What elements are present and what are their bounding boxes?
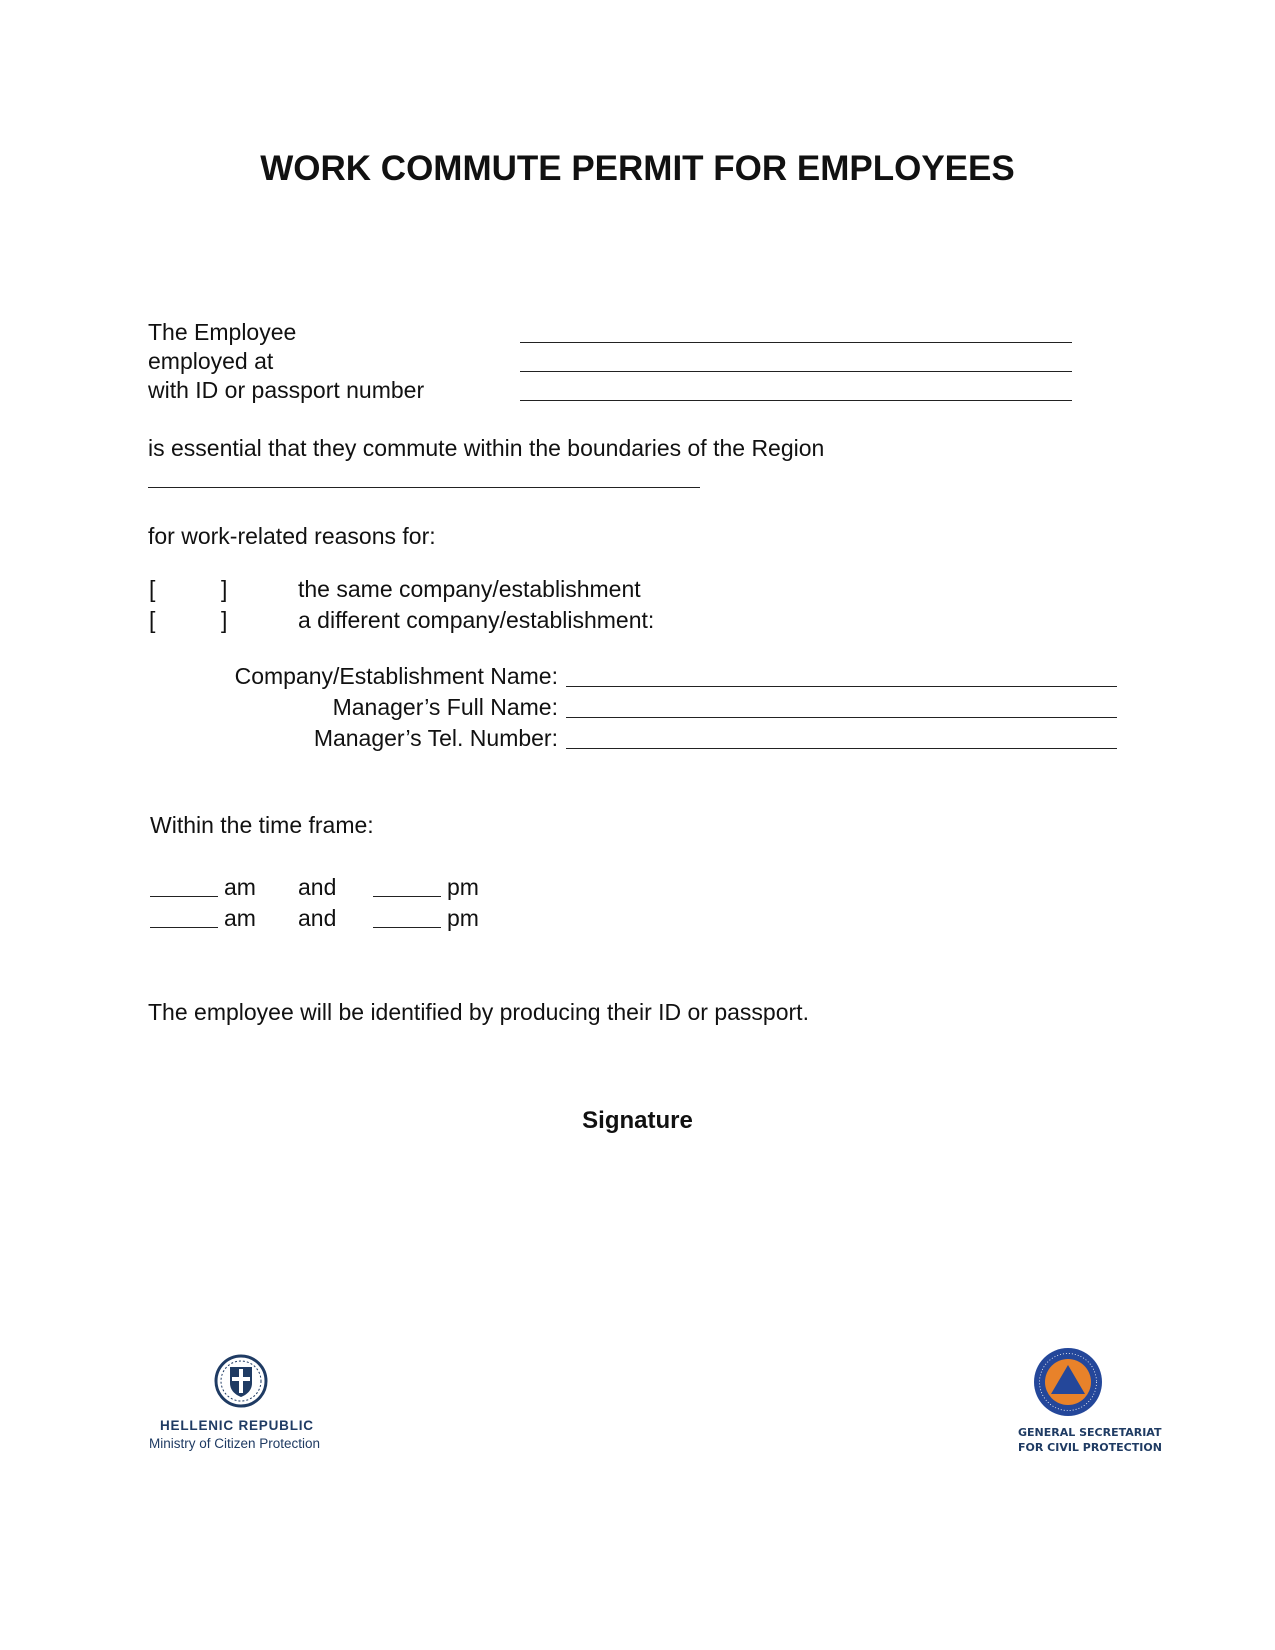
- region-text: is essential that they commute within the boundaries of the Region: [148, 435, 825, 461]
- hellenic-republic-text: HELLENIC REPUBLIC: [160, 1418, 314, 1433]
- employer-line[interactable]: [520, 371, 1072, 372]
- employee-name-line[interactable]: [520, 342, 1072, 343]
- employed-at-label: employed at: [148, 348, 274, 374]
- option-label: the same company/establishment: [298, 576, 641, 602]
- region-line[interactable]: [148, 487, 700, 488]
- company-name-line[interactable]: [566, 686, 1117, 687]
- for-civil-protection-text: FOR CIVIL PROTECTION: [1018, 1441, 1162, 1454]
- end-time-line[interactable]: [373, 896, 441, 897]
- signature-label: Signature: [582, 1107, 693, 1134]
- pm-label: pm: [447, 874, 479, 900]
- company-name-label: Company/Establishment Name:: [234, 663, 558, 689]
- greek-coat-of-arms-icon: [213, 1353, 269, 1409]
- reasons-label: for work-related reasons for:: [148, 523, 436, 549]
- and-label: and: [298, 905, 337, 931]
- id-passport-line[interactable]: [520, 400, 1072, 401]
- general-secretariat-text: GENERAL SECRETARIAT: [1018, 1426, 1162, 1439]
- checkbox-bracket-open: [: [149, 576, 156, 602]
- id-passport-label: with ID or passport number: [148, 377, 425, 403]
- checkbox-bracket-open: [: [149, 607, 156, 633]
- manager-tel-line[interactable]: [566, 748, 1117, 749]
- time-frame-label: Within the time frame:: [150, 812, 374, 838]
- ministry-text: Ministry of Citizen Protection: [149, 1436, 321, 1451]
- checkbox-bracket-close: ]: [221, 607, 228, 633]
- start-time-line[interactable]: [150, 927, 218, 928]
- civil-protection-triangle-icon: [1032, 1346, 1104, 1418]
- and-label: and: [298, 874, 337, 900]
- document-title: WORK COMMUTE PERMIT FOR EMPLOYEES: [260, 149, 1015, 188]
- start-time-line[interactable]: [150, 896, 218, 897]
- am-label: am: [224, 905, 256, 931]
- employee-label: The Employee: [148, 319, 297, 345]
- identification-text: The employee will be identified by producing their ID or passport.: [148, 999, 809, 1025]
- manager-name-line[interactable]: [566, 717, 1117, 718]
- am-label: am: [224, 874, 256, 900]
- manager-name-label: Manager’s Full Name:: [332, 694, 558, 720]
- pm-label: pm: [447, 905, 479, 931]
- manager-tel-label: Manager’s Tel. Number:: [313, 725, 558, 751]
- checkbox-bracket-close: ]: [221, 576, 228, 602]
- option-label: a different company/establishment:: [298, 607, 655, 633]
- end-time-line[interactable]: [373, 927, 441, 928]
